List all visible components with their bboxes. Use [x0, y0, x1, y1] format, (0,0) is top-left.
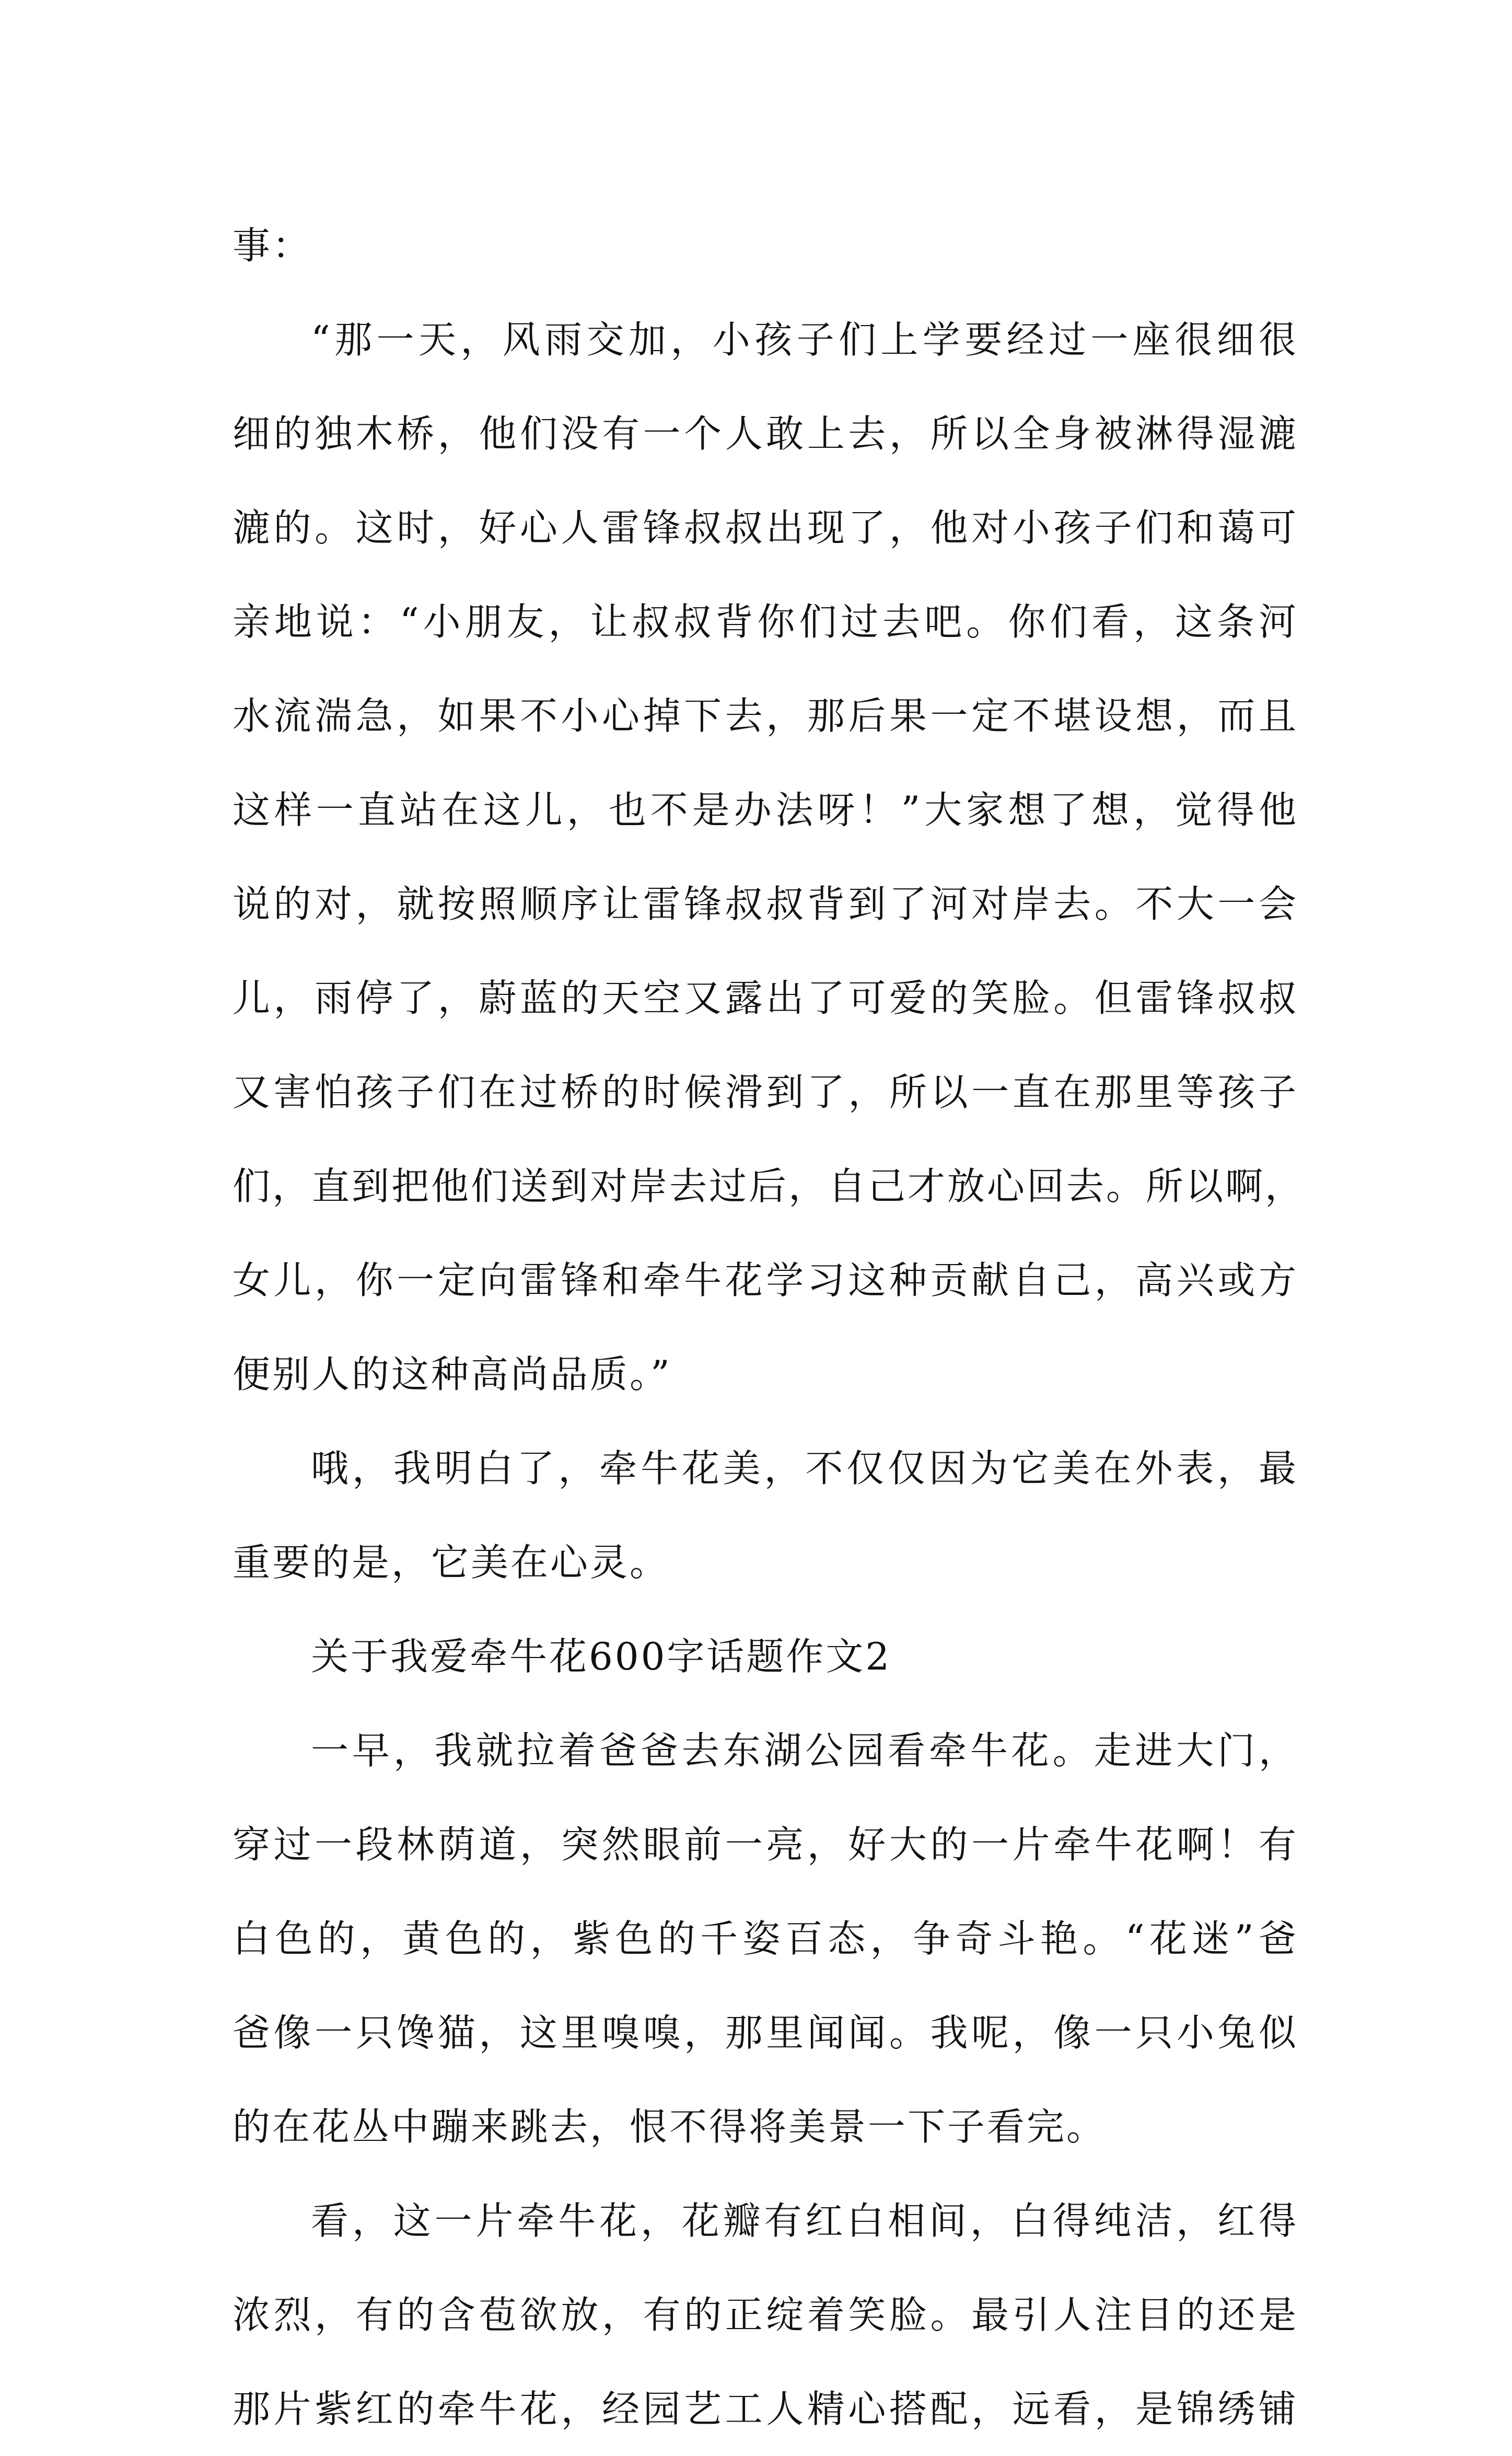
- text-line: 重要的是，它美在心灵。: [232, 1540, 670, 1584]
- text-line: 说的对，就按照顺序让雷锋叔叔背到了河对岸去。不大一会: [232, 882, 1298, 926]
- text-line: 哦，我明白了，牵牛花美，不仅仅因为它美在外表，最: [311, 1446, 1298, 1490]
- text-line: 爸像一只馋猫，这里嗅嗅，那里闻闻。我呢，像一只小兔似: [232, 2011, 1298, 2055]
- text-line: 亲地说：“小朋友，让叔叔背你们过去吧。你们看，这条河: [232, 600, 1298, 644]
- text-line: 漉的。这时，好心人雷锋叔叔出现了，他对小孩子们和蔼可: [232, 506, 1298, 550]
- text-line: 事：: [232, 224, 312, 268]
- text-line: 穿过一段林荫道，突然眼前一亮，好大的一片牵牛花啊！有: [232, 1823, 1298, 1867]
- text-line: 的在花丛中蹦来跳去，恨不得将美景一下子看完。: [232, 2105, 1107, 2149]
- section-heading: 关于我爱牵牛花600字话题作文2: [311, 1635, 892, 1678]
- text-line: 儿，雨停了，蔚蓝的天空又露出了可爱的笑脸。但雷锋叔叔: [232, 976, 1298, 1020]
- text-line: 们，直到把他们送到对岸去过后，自己才放心回去。所以啊，: [232, 1164, 1305, 1208]
- text-line: “那一天，风雨交加，小孩子们上学要经过一座很细很: [311, 318, 1298, 362]
- text-line: 细的独木桥，他们没有一个人敢上去，所以全身被淋得湿漉: [232, 412, 1298, 456]
- text-line: 一早，我就拉着爸爸去东湖公园看牵牛花。走进大门，: [311, 1729, 1298, 1773]
- text-line: 看，这一片牵牛花，花瓣有红白相间，白得纯洁，红得: [311, 2199, 1298, 2243]
- text-line: 又害怕孩子们在过桥的时候滑到了，所以一直在那里等孩子: [232, 1070, 1298, 1114]
- document-body: [232, 199, 1305, 2456]
- text-line: 水流湍急，如果不小心掉下去，那后果一定不堪设想，而且: [232, 694, 1298, 738]
- text-line: 那片紫红的牵牛花，经园艺工人精心搭配，远看，是锦绣铺: [232, 2387, 1298, 2431]
- text-line: 便别人的这种高尚品质。”: [232, 1352, 672, 1396]
- text-line: 白色的，黄色的，紫色的千姿百态，争奇斗艳。“花迷”爸: [232, 1917, 1298, 1961]
- text-line: 浓烈，有的含苞欲放，有的正绽着笑脸。最引人注目的还是: [232, 2293, 1298, 2337]
- text-line: 这样一直站在这儿，也不是办法呀！”大家想了想，觉得他: [232, 788, 1298, 832]
- text-line: 女儿，你一定向雷锋和牵牛花学习这种贡献自己，高兴或方: [232, 1258, 1298, 1302]
